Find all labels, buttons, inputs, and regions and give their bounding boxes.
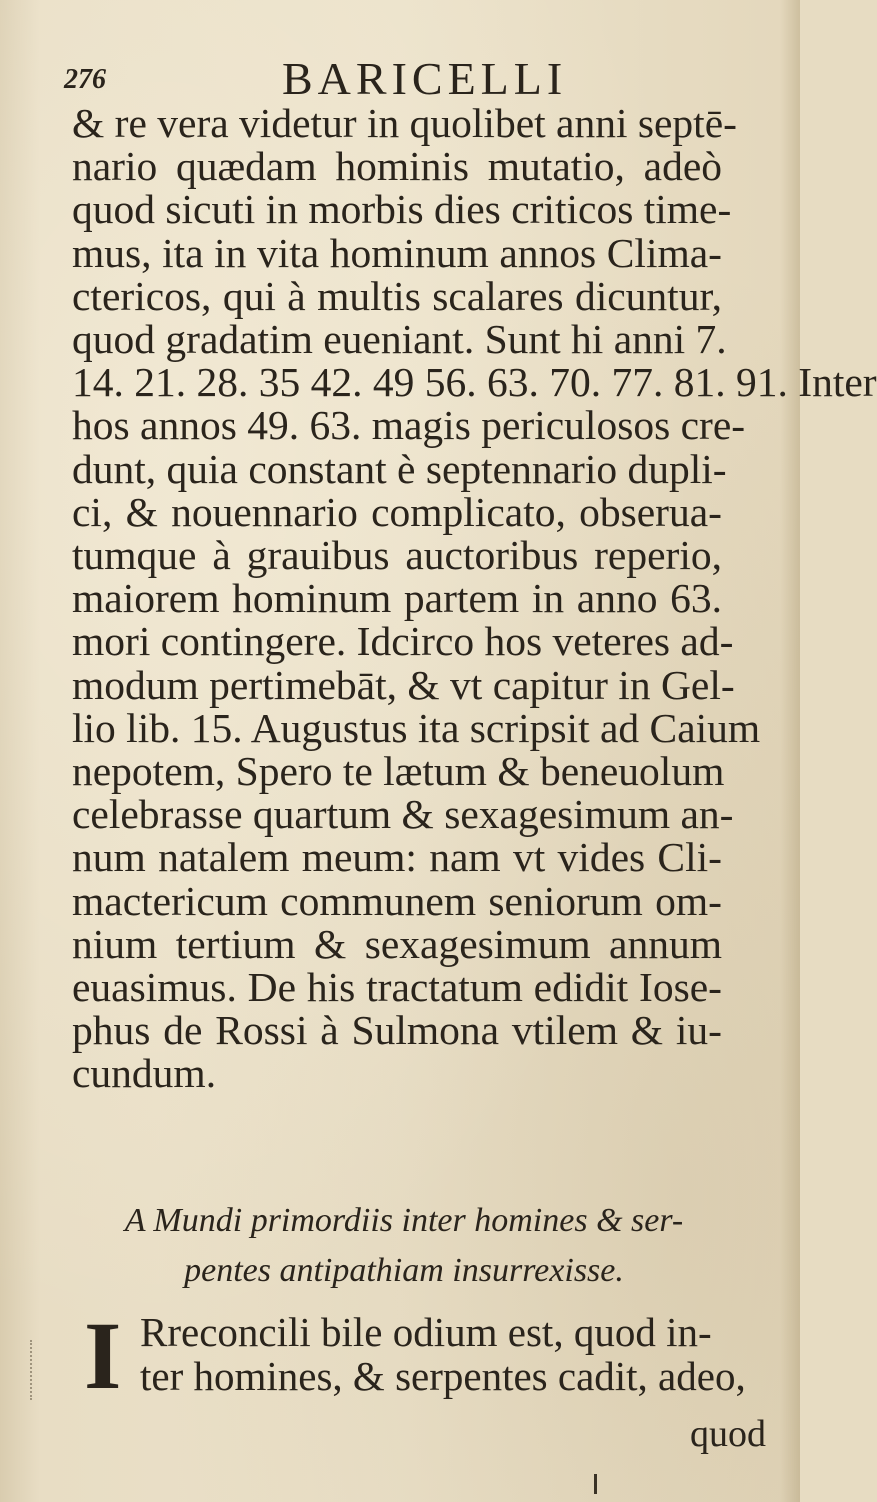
drop-cap: I xyxy=(84,1302,122,1409)
text-line: euasimus. De his tractatum edidit Iose- xyxy=(72,964,722,1011)
page-number: 276 xyxy=(64,64,106,95)
text-line: mori contingere. Idcirco hos veteres ad- xyxy=(72,618,734,665)
text-line: lio lib. 15. Augustus ita scripsit ad Caium xyxy=(72,704,761,751)
section-paragraph xyxy=(84,1302,746,1409)
text-line: hos annos 49. 63. magis periculosos cre- xyxy=(72,402,746,449)
text-line: ctericos, qui à multis scalares dicuntur, xyxy=(72,272,722,319)
text-line: dunt, quia constant è septennario dupli- xyxy=(72,445,727,492)
catchword: quod xyxy=(690,1413,766,1455)
text-line: celebrasse quartum & sexagesimum an- xyxy=(72,791,734,838)
text-line: maiorem hominum partem in anno 63. xyxy=(72,575,722,622)
text-line: & re vera videtur in quolibet anni septē- xyxy=(72,100,737,146)
text-line: num natalem meum: nam vt vides Cli- xyxy=(72,834,722,881)
text-line: Rreconcili bile odium est, quod in- xyxy=(140,1309,712,1355)
text-line: ci, & nouennario complicato, obserua- xyxy=(72,488,722,535)
text-line: 14. 21. 28. 35 42. 49 56. 63. 70. 77. 81. 91. Inter xyxy=(72,359,877,406)
text-line: ter homines, & serpentes cadit, adeo, xyxy=(140,1353,746,1399)
text-line: nium tertium & sexagesimum annum xyxy=(72,920,722,967)
text-line: quod sicuti in morbis dies criticos time- xyxy=(72,186,732,233)
running-head: BARICELLI xyxy=(282,53,568,104)
margin-mark xyxy=(30,1340,48,1400)
print-mark xyxy=(594,1474,597,1494)
text-line: phus de Rossi à Sulmona vtilem & iu- xyxy=(72,1007,722,1054)
text-line: nepotem, Spero te lætum & beneuolum xyxy=(72,748,725,795)
section-heading-line: A Mundi primordiis inter homines & ser- xyxy=(124,1202,684,1239)
text-line: mus, ita in vita hominum annos Clima- xyxy=(72,229,722,276)
text-line: quod gradatim eueniant. Sunt hi anni 7. xyxy=(72,316,727,363)
text-line: mactericum communem seniorum om- xyxy=(72,877,722,924)
text-line: modum pertimebāt, & vt capitur in Gel- xyxy=(72,661,735,708)
page-header xyxy=(64,52,724,102)
text-line: nario quædam hominis mutatio, adeò xyxy=(72,143,722,190)
text-line: cundum. xyxy=(72,1050,217,1097)
section-heading xyxy=(84,1196,724,1296)
text-line: tumque à grauibus auctoribus reperio, xyxy=(72,532,722,579)
section-heading-line: pentes antipathiam insurrexisse. xyxy=(184,1252,624,1289)
body-paragraph xyxy=(72,100,877,1097)
